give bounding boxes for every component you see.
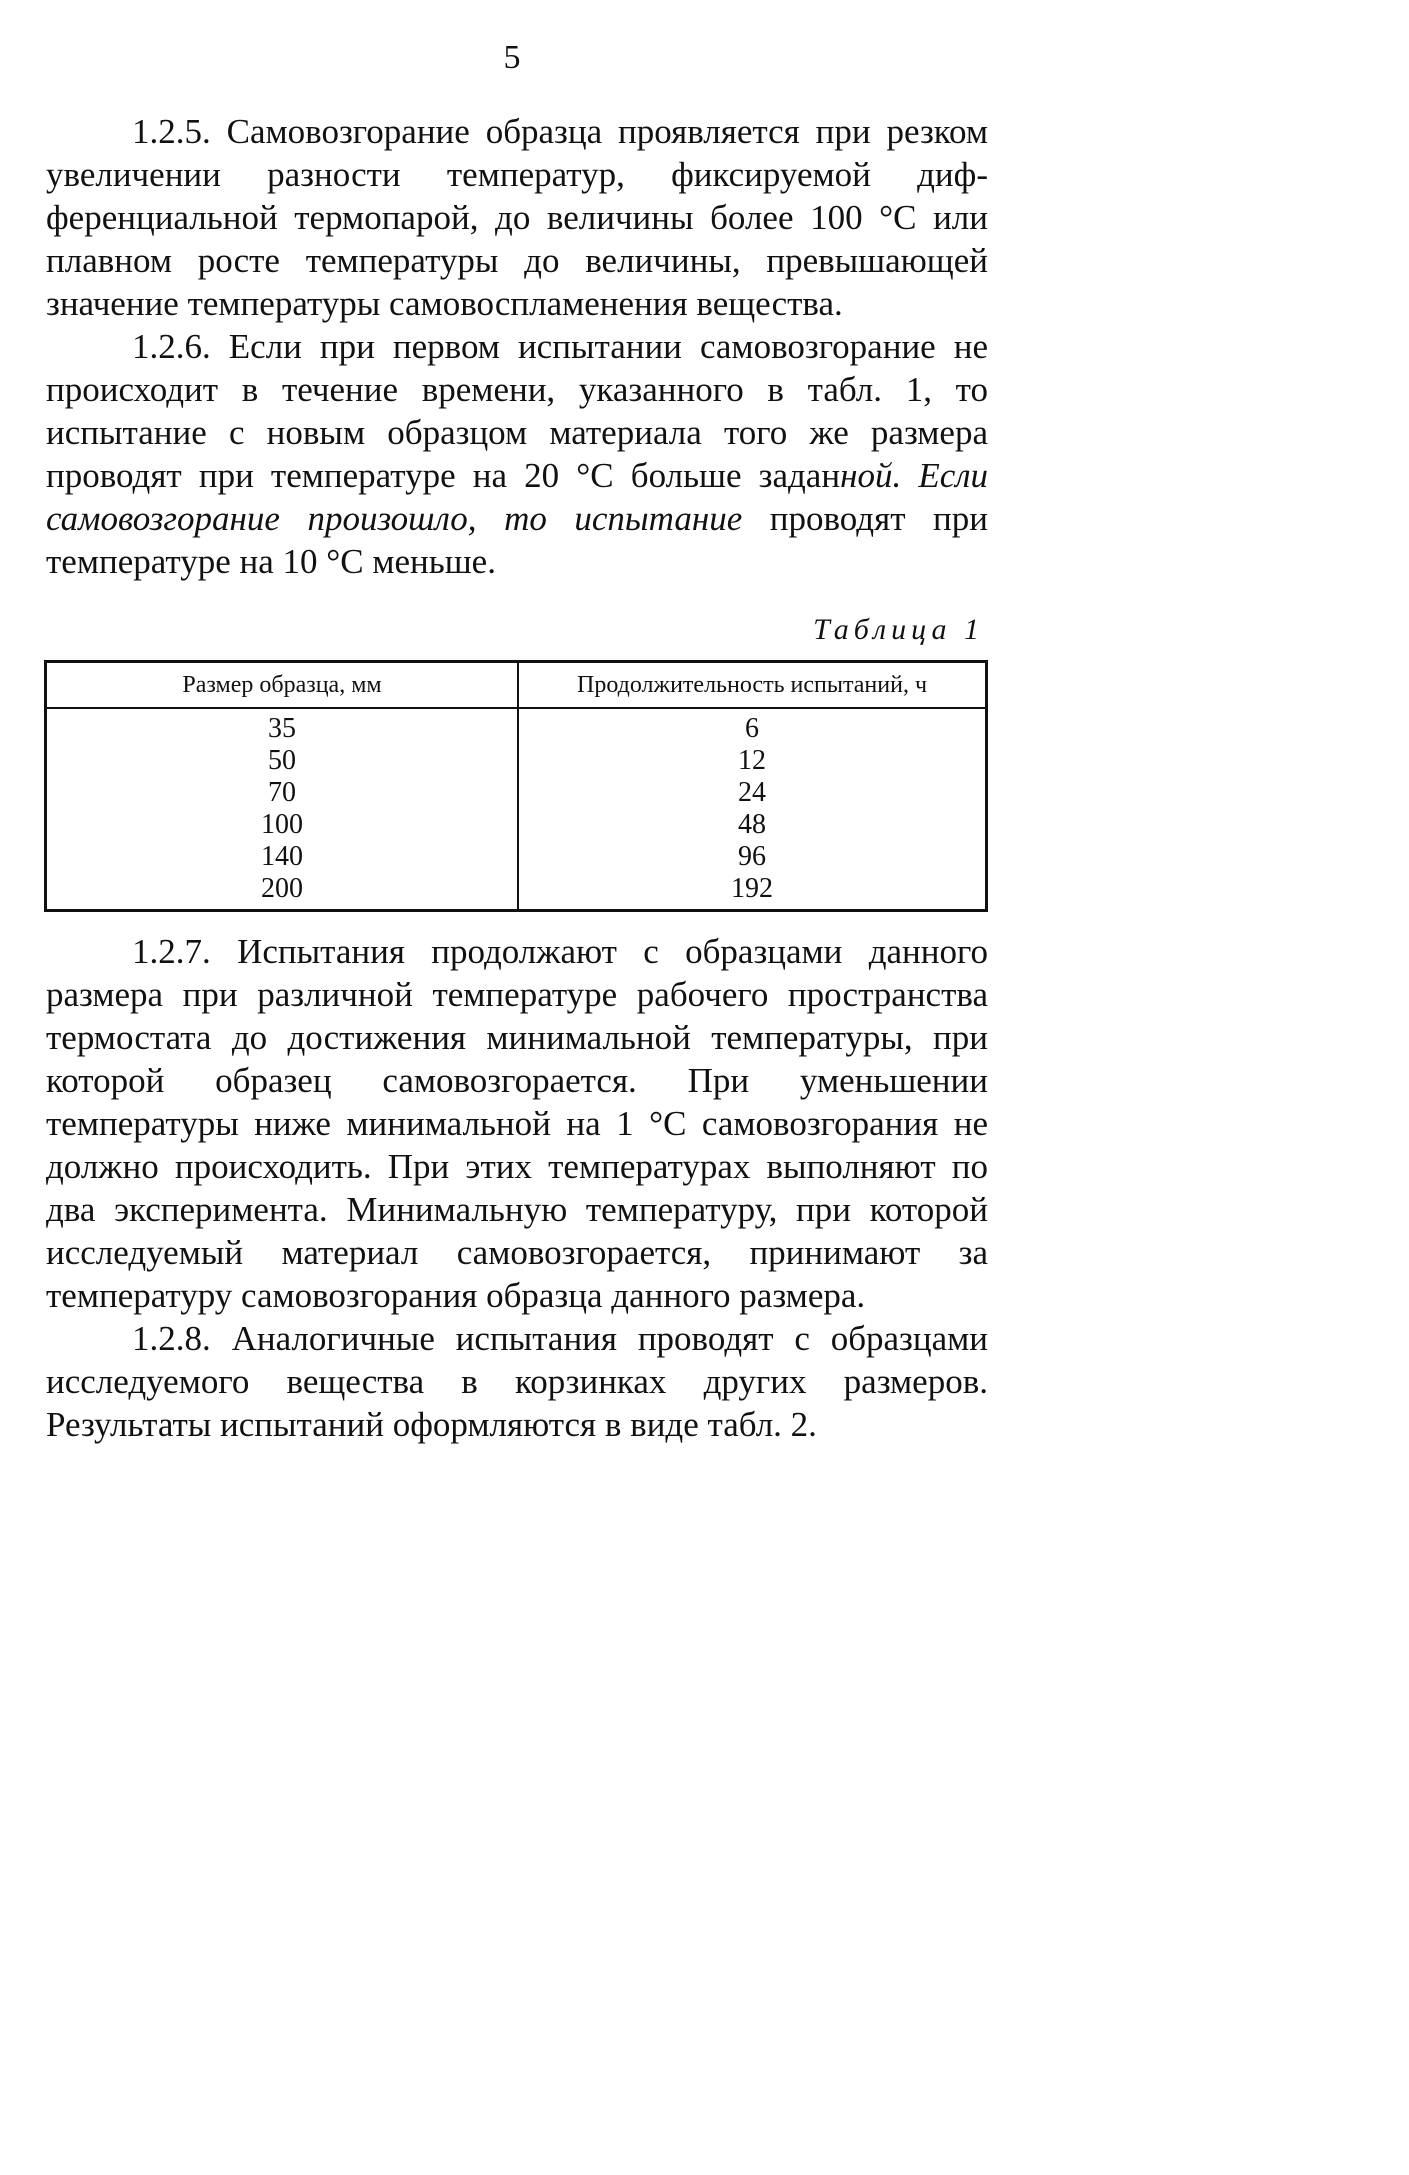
paragraph-number: 1.2.6.	[132, 327, 211, 366]
text-block-upper	[46, 110, 988, 583]
table-header-cell: Продолжительность испытаний, ч	[518, 662, 987, 709]
data-table	[44, 660, 988, 912]
table-row	[46, 841, 987, 873]
paragraph-text: Испытания продолжают с образцами данного размера при различной температуре рабочего пространства термостата до достижения минимальной температуры, при которой образец самовозгорается. При уменьшении температуры ниже минимальной на 1 °С самовозгорания не должно происходить. При этих температурах выполняют по два эксперимента. Минимальную температуру, при которой исследуемый материал самовозгорается, принимают за температуру самовозгорания образца данного размера.	[46, 932, 989, 1315]
table-cell: 48	[518, 809, 987, 841]
paragraph-text: Если при первом испытании самовозгорание не происходит в течение времени, указанного в табл. 1, то испытание с новым образцом материала того же размера проводят при температуре на 20 °С больше задан	[46, 327, 988, 495]
paragraph-1-2-5	[46, 110, 988, 325]
table-cell: 140	[46, 841, 519, 873]
page-number: 5	[503, 39, 521, 76]
table-cell: 35	[46, 708, 519, 745]
table-header-row	[46, 662, 987, 709]
table-cell: 12	[518, 745, 987, 777]
table-cell: 70	[46, 777, 519, 809]
table-caption: Таблица 1	[813, 613, 984, 646]
table-cell: 6	[518, 708, 987, 745]
paragraph-text: Аналогичные испытания проводят с образцами исследуемого вещества в корзинках других размеров. Результаты испытаний оформляются в виде табл. 2.	[46, 1319, 989, 1444]
table-row	[46, 745, 987, 777]
table-cell: 24	[518, 777, 987, 809]
paragraph-1-2-7	[46, 930, 988, 1317]
table-row	[46, 708, 987, 745]
paragraph-number: 1.2.7.	[132, 932, 211, 971]
paragraph-text: Самовозгорание образца проявляется при резком увеличении разности температур, фиксируемой дифференциальной термопарой, до величины более 100 °С или плавном росте температуры до величины, превышающей значение температуры самовоспламенения вещества.	[46, 112, 988, 323]
table-row	[46, 873, 987, 911]
table-cell: 192	[518, 873, 987, 911]
text-block-lower	[46, 930, 988, 1446]
table-row	[46, 777, 987, 809]
paragraph-1-2-8	[46, 1317, 988, 1446]
paragraph-text-italic: ной. Если самовозгорание произошло, то испытание	[46, 456, 988, 538]
paragraph-1-2-6	[46, 325, 988, 583]
table-cell: 50	[46, 745, 519, 777]
paragraph-number: 1.2.8.	[132, 1319, 211, 1358]
paragraph-number: 1.2.5.	[132, 112, 211, 151]
table-row	[46, 809, 987, 841]
table-cell: 100	[46, 809, 519, 841]
paragraph-text-end: проводят при температуре на 10 °С меньше.	[46, 499, 988, 581]
table-cell: 200	[46, 873, 519, 911]
table-header-cell: Размер образца, мм	[46, 662, 519, 709]
table-cell: 96	[518, 841, 987, 873]
